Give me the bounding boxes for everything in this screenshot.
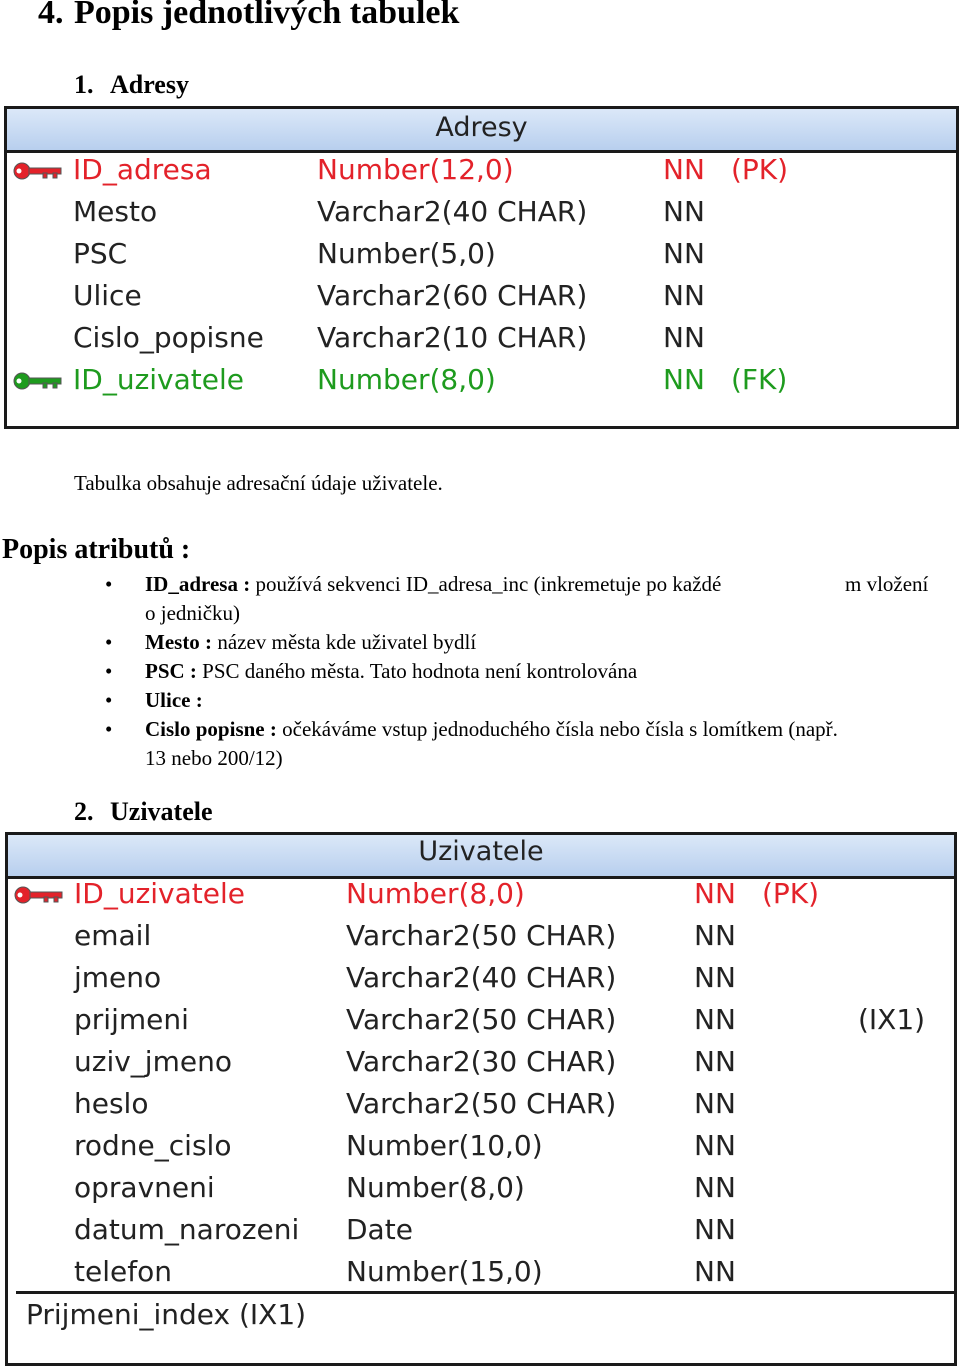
list-item [105, 715, 955, 773]
er-table-adresy [4, 106, 959, 429]
er-column-row [8, 1209, 954, 1251]
column-name: ID_adresa [73, 153, 212, 186]
column-type: Number(5,0) [317, 237, 496, 270]
er-column-row [8, 915, 954, 957]
section-number: 1. [74, 70, 94, 99]
column-nn: NN [663, 279, 705, 312]
column-name: rodne_cislo [74, 1129, 232, 1162]
column-name: Ulice [73, 279, 142, 312]
column-name: datum_narozeni [74, 1213, 300, 1246]
attribute-name: Ulice : [145, 688, 203, 712]
bullet-icon: • [105, 630, 113, 654]
bullet-icon: • [105, 572, 113, 596]
attribute-name: Mesto : [145, 630, 213, 654]
er-column-row [7, 149, 956, 191]
bullet-icon: • [105, 659, 113, 683]
column-index: (IX1) [858, 1003, 926, 1036]
er-table-name: Adresy [435, 112, 528, 143]
column-type: Varchar2(60 CHAR) [317, 279, 588, 312]
attribute-text-right: m vložení [845, 572, 929, 596]
column-name: heslo [74, 1087, 149, 1120]
er-table-index [16, 1291, 954, 1363]
list-item [105, 686, 955, 715]
er-column-row [8, 957, 954, 999]
column-name: ID_uzivatele [74, 877, 245, 910]
chapter-title: Popis jednotlivých tabulek [74, 0, 460, 31]
er-column-row [8, 1251, 954, 1293]
table-description: Tabulka obsahuje adresační údaje uživatele. [74, 471, 443, 495]
column-type: Varchar2(10 CHAR) [317, 321, 588, 354]
bullet-icon: • [105, 688, 113, 712]
column-type: Varchar2(50 CHAR) [346, 1003, 617, 1036]
bullet-icon: • [105, 717, 113, 741]
column-nn: NN [694, 877, 736, 910]
index-name: Prijmeni_index (IX1) [26, 1298, 307, 1331]
column-type: Date [346, 1213, 413, 1246]
column-nn: NN [694, 1255, 736, 1288]
attribute-text: používá sekvenci ID_adresa_inc (inkremetuje po každé [250, 572, 722, 596]
er-column-row [7, 233, 956, 275]
column-type: Number(12,0) [317, 153, 514, 186]
column-nn: NN [663, 321, 705, 354]
section-title: Uzivatele [110, 797, 213, 826]
er-column-row [8, 999, 954, 1041]
er-table-uzivatele [5, 832, 957, 1366]
column-name: ID_uzivatele [73, 363, 244, 396]
attribute-name: Cislo popisne : [145, 717, 277, 741]
column-nn: NN [694, 1171, 736, 1204]
column-type: Number(8,0) [346, 1171, 525, 1204]
er-column-row [8, 1083, 954, 1125]
column-nn: NN [694, 1003, 736, 1036]
column-type: Varchar2(50 CHAR) [346, 1087, 617, 1120]
attribute-name: ID_adresa : [145, 572, 251, 596]
column-name: Mesto [73, 195, 158, 228]
column-type: Number(15,0) [346, 1255, 543, 1288]
column-name: opravneni [74, 1171, 215, 1204]
column-nn: NN [694, 961, 736, 994]
column-nn: NN [694, 1045, 736, 1078]
attribute-text: název města kde uživatel bydlí [212, 630, 477, 654]
column-name: PSC [73, 237, 128, 270]
list-item [105, 570, 955, 628]
chapter-number: 4. [38, 0, 64, 31]
column-name: prijmeni [74, 1003, 189, 1036]
er-column-row [7, 275, 956, 317]
column-nn: NN [663, 195, 705, 228]
column-key-flag: (FK) [731, 363, 788, 396]
er-table-header [7, 109, 956, 153]
column-nn: NN [663, 237, 705, 270]
column-name: jmeno [74, 961, 162, 994]
column-type: Number(8,0) [346, 877, 525, 910]
section-heading-uzivatele [74, 797, 213, 827]
attribute-text: PSC daného města. Tato hodnota není kontrolována [196, 659, 638, 683]
column-type: Varchar2(30 CHAR) [346, 1045, 617, 1078]
key-icon [13, 372, 63, 390]
column-nn: NN [694, 1213, 736, 1246]
er-column-row [8, 873, 954, 915]
column-nn: NN [694, 1129, 736, 1162]
column-name: telefon [74, 1255, 172, 1288]
er-column-row [7, 191, 956, 233]
column-nn: NN [663, 153, 705, 186]
column-type: Number(8,0) [317, 363, 496, 396]
section-number: 2. [74, 797, 94, 826]
key-icon [14, 886, 64, 904]
er-column-row [8, 1167, 954, 1209]
list-item [105, 657, 955, 686]
list-item [105, 628, 955, 657]
column-type: Number(10,0) [346, 1129, 543, 1162]
attribute-name: PSC : [145, 659, 197, 683]
column-key-flag: (PK) [731, 153, 789, 186]
er-column-row [7, 317, 956, 359]
attribute-text-cont: 13 nebo 200/12) [145, 746, 283, 770]
column-nn: NN [663, 363, 705, 396]
attributes-title: Popis atributů : [2, 534, 191, 565]
column-name: email [74, 919, 152, 952]
er-column-row [8, 1041, 954, 1083]
column-type: Varchar2(50 CHAR) [346, 919, 617, 952]
er-table-name: Uzivatele [418, 836, 544, 867]
column-type: Varchar2(40 CHAR) [317, 195, 588, 228]
column-type: Varchar2(40 CHAR) [346, 961, 617, 994]
chapter-heading [38, 0, 459, 32]
attributes-list [105, 570, 955, 773]
key-icon [13, 162, 63, 180]
column-name: uziv_jmeno [74, 1045, 232, 1078]
column-name: Cislo_popisne [73, 321, 264, 354]
section-title: Adresy [110, 70, 189, 99]
column-key-flag: (PK) [762, 877, 820, 910]
attribute-text: očekáváme vstup jednoduchého čísla nebo čísla s lomítkem (např. [276, 717, 838, 741]
attribute-text-cont: o jedničku) [145, 601, 241, 625]
column-nn: NN [694, 1087, 736, 1120]
er-column-row [8, 1125, 954, 1167]
er-column-row [7, 359, 956, 401]
section-heading-adresy [74, 70, 189, 100]
column-nn: NN [694, 919, 736, 952]
